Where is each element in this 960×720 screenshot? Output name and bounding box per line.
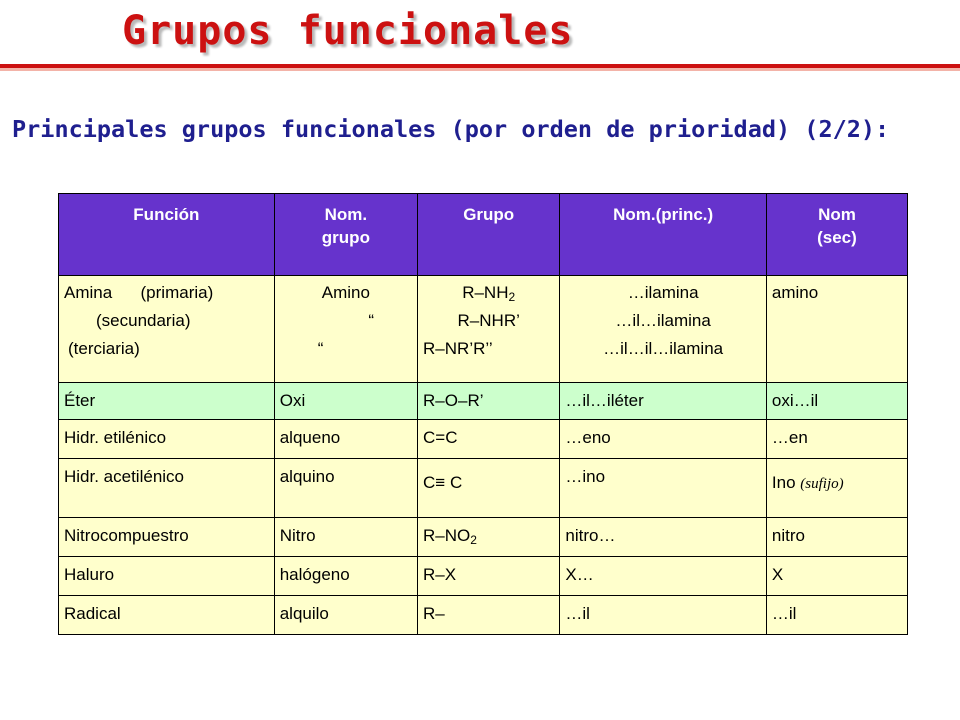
cell-nom-princ: …il…iléter <box>560 383 767 420</box>
cell-nom-princ: nitro… <box>560 517 767 556</box>
cell-nom-sec: amino <box>766 276 907 383</box>
cell-grupo: R– <box>418 595 560 634</box>
cell-funcion: Haluro <box>59 556 275 595</box>
cell-nom-grupo: alquino <box>274 458 417 517</box>
cell-nom-princ: …il <box>560 595 767 634</box>
table-row-nitro <box>59 517 908 556</box>
cell-nom-sec: nitro <box>766 517 907 556</box>
cell-grupo: R–O–R’ <box>418 383 560 420</box>
table-row-haluro <box>59 556 908 595</box>
cell-grupo: R–X <box>418 556 560 595</box>
functional-groups-table <box>58 193 908 635</box>
header-nom-princ: Nom.(princ.) <box>560 194 767 276</box>
cell-grupo: $R-NH_2$ R–NHR’ R–NR’R’’ <box>418 276 560 383</box>
cell-nom-sec: Ino (sufijo) <box>766 458 907 517</box>
cell-nom-princ: …eno <box>560 419 767 458</box>
cell-nom-princ: …ino <box>560 458 767 517</box>
cell-funcion: Hidr. etilénico <box>59 419 275 458</box>
table-row-eter <box>59 383 908 420</box>
cell-nom-grupo: Oxi <box>274 383 417 420</box>
cell-funcion: Éter <box>59 383 275 420</box>
cell-nom-grupo: Amino “ “ <box>274 276 417 383</box>
slide-subtitle: Principales grupos funcionales (por orden de prioridad) (2/2): <box>12 115 890 143</box>
cell-nom-sec: X <box>766 556 907 595</box>
header-nom-sec: Nom (sec) <box>766 194 907 276</box>
header-funcion: Función <box>59 194 275 276</box>
cell-nom-princ: X… <box>560 556 767 595</box>
table-row-acetilenico <box>59 458 908 517</box>
table-row-radical <box>59 595 908 634</box>
cell-grupo: $R-NO_2$ <box>418 517 560 556</box>
cell-nom-sec: …en <box>766 419 907 458</box>
cell-nom-sec: oxi…il <box>766 383 907 420</box>
cell-nom-grupo: alquilo <box>274 595 417 634</box>
cell-grupo: C=C <box>418 419 560 458</box>
cell-nom-sec: …il <box>766 595 907 634</box>
cell-grupo <box>418 458 560 517</box>
cell-nom-grupo: alqueno <box>274 419 417 458</box>
cell-funcion: Nitrocompuestro <box>59 517 275 556</box>
cell-funcion: Radical <box>59 595 275 634</box>
table-row-etilenico <box>59 419 908 458</box>
sufijo-note: (sufijo) <box>800 475 844 492</box>
header-grupo: Grupo <box>418 194 560 276</box>
cell-nom-princ: …ilamina …il…ilamina …il…il…ilamina <box>560 276 767 383</box>
cell-funcion: Hidr. acetilénico <box>59 458 275 517</box>
cell-funcion: Amina (primaria) (secundaria) (terciaria) <box>59 276 275 383</box>
cell-nom-grupo: Nitro <box>274 517 417 556</box>
header-nom-grupo: Nom. grupo <box>274 194 417 276</box>
title-rule-shadow <box>0 68 960 71</box>
triple-bond-formula: C≡ C <box>423 472 463 492</box>
table-row-amina <box>59 276 908 383</box>
slide-title: Grupos funcionales <box>122 8 574 54</box>
table-header-row <box>59 194 908 276</box>
cell-nom-grupo: halógeno <box>274 556 417 595</box>
